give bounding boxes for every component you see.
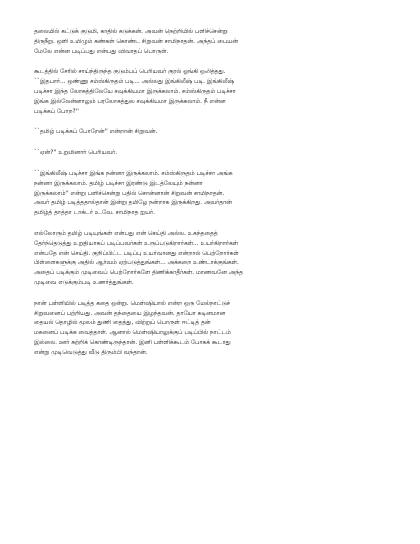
text-line: தமிழ்த் தாத்தா டாக்டர் உ.வே. சாமிநாத ஐயர். bbox=[34, 210, 156, 217]
text-line: மேலே என்ன படிப்பது என்பது விவாதப் பொருள். bbox=[34, 48, 169, 55]
text-line: ``இங்கிலீஷ் படிச்சா இங்க நன்னா இருக்கலாம். சம்ஸ்கிருதம் படிச்சா அங்க bbox=[34, 170, 233, 177]
paragraph-1 bbox=[34, 28, 390, 57]
text-line: சிறுவனைப் பற்றியது. அவன் தந்தையை இழந்தவன். தாயோ கடினமான bbox=[34, 310, 226, 317]
text-line: இங்க இல்லேன்னாலும் பரலோகத்துல சவுக்கியமா இருக்கலாம். நீ என்ன bbox=[34, 98, 226, 105]
text-line: தேர்ந்தெடுத்து உறுதியாகப் படிப்பவர்கள் உருப்படுகிறார்கள்... உயர்கிறார்கள் bbox=[34, 240, 239, 247]
text-line: ``ஏன்?'' உறுமினார் பெரியவர். bbox=[34, 150, 118, 157]
text-line: நன்னா இருக்கலாம். தமிழ் படிச்சா இரண்டு இடத்லேயும் நன்னா bbox=[34, 180, 203, 187]
text-line: கூடத்தில் சேரில் சாய்ந்திருந்த குடும்பப் பெரியவர் குரல் ஓங்கி ஒலித்தது. bbox=[34, 69, 226, 76]
text-line: அதைப் படிக்கும் முடிவைப் பெற்றோர்களே திணிக்காதீர்கள். மாணவனே அந்த bbox=[34, 270, 243, 277]
text-line: ``தமிழ் படிக்கப் போறேன்'' என்றான் சிறுவன். bbox=[34, 129, 158, 136]
text-line: தலையில் கட்டுக் குடுமி, காதில் கடுக்கன். அவன் நெற்றியில் பளிச்சென்று bbox=[34, 29, 228, 35]
paragraph-7 bbox=[34, 300, 390, 359]
text-line: எல்லோரும் தமிழ் படியுங்கள் என்பது என் செய்தி அல்ல. உகந்ததைத் bbox=[34, 230, 218, 237]
text-line: படிக்கப் போற?'' bbox=[34, 108, 79, 115]
text-line: அவர் தமிழ் படித்ததால்தான் இன்று தமிழே நன்றாக இருக்கிறது. அவர்தான் bbox=[34, 200, 232, 207]
text-line: இருக்கலாம்'' என்று பளிச்சென்று பதில் சொன்னான் சிறுவன் சாமிநாதன். bbox=[34, 190, 225, 197]
text-line: ``இதபார்... ஒண்ணு சம்ஸ்கிருதம் படி... அல்லது இங்கிலீஷ் படி. இங்கிலீஷ் bbox=[34, 79, 235, 86]
text-line: தையல் தொழில் மூலம் துணி தைத்து, விற்றுப் பொருள் ஈட்டித் தன் bbox=[34, 320, 211, 327]
text-line: என்பதே என் செய்தி. குறிப்பிட்ட படிப்பு உயர்வானது என்றால் பெற்றோர்கள் bbox=[34, 250, 239, 257]
paragraph-2 bbox=[34, 68, 390, 117]
text-line: நான் பள்ளியில் படித்த கதை ஒன்று. மெள்ஷியால் என்ற ஒரு மேல்நாட்டுச் bbox=[34, 300, 231, 307]
paragraph-3 bbox=[34, 128, 390, 138]
text-line: இல்லை. ஊர் சுற்றிக் கொண்டிருந்தான். இனி பள்ளிக்கூடம் போகக் கூடாது bbox=[34, 339, 231, 346]
text-line: திருநீறு. ஒளி உமிழும் கண்கள் கொண்ட சிறுவன் சாமிநாதன். அந்தப் பையன் bbox=[34, 38, 238, 45]
document-page bbox=[34, 28, 390, 370]
paragraph-6 bbox=[34, 230, 390, 289]
text-line: என்று முடிவெடுத்து வீடு திரும்பி வந்தான். bbox=[34, 349, 148, 356]
text-line: மகனைப் படிக்க வைத்தாள். ஆனால் மெள்ஷியாலுக்குப் படிப்பில் நாட்டம் bbox=[34, 330, 231, 337]
text-line: பிள்ளைகளுக்கு அதில் ஆர்வம் ஏற்படுத்துங்கள்... அக்கறை உண்டாக்குங்கள். bbox=[34, 260, 239, 267]
paragraph-5 bbox=[34, 170, 390, 219]
text-line: முடிவை எடுக்கும்படி உணர்த்துங்கள். bbox=[34, 279, 134, 286]
text-line: படிச்சா இந்த லோகத்திலேயே சவுக்கியமா இருக்கலாம். சம்ஸ்கிருதம் படிச்சா bbox=[34, 88, 236, 95]
paragraph-4 bbox=[34, 149, 390, 159]
